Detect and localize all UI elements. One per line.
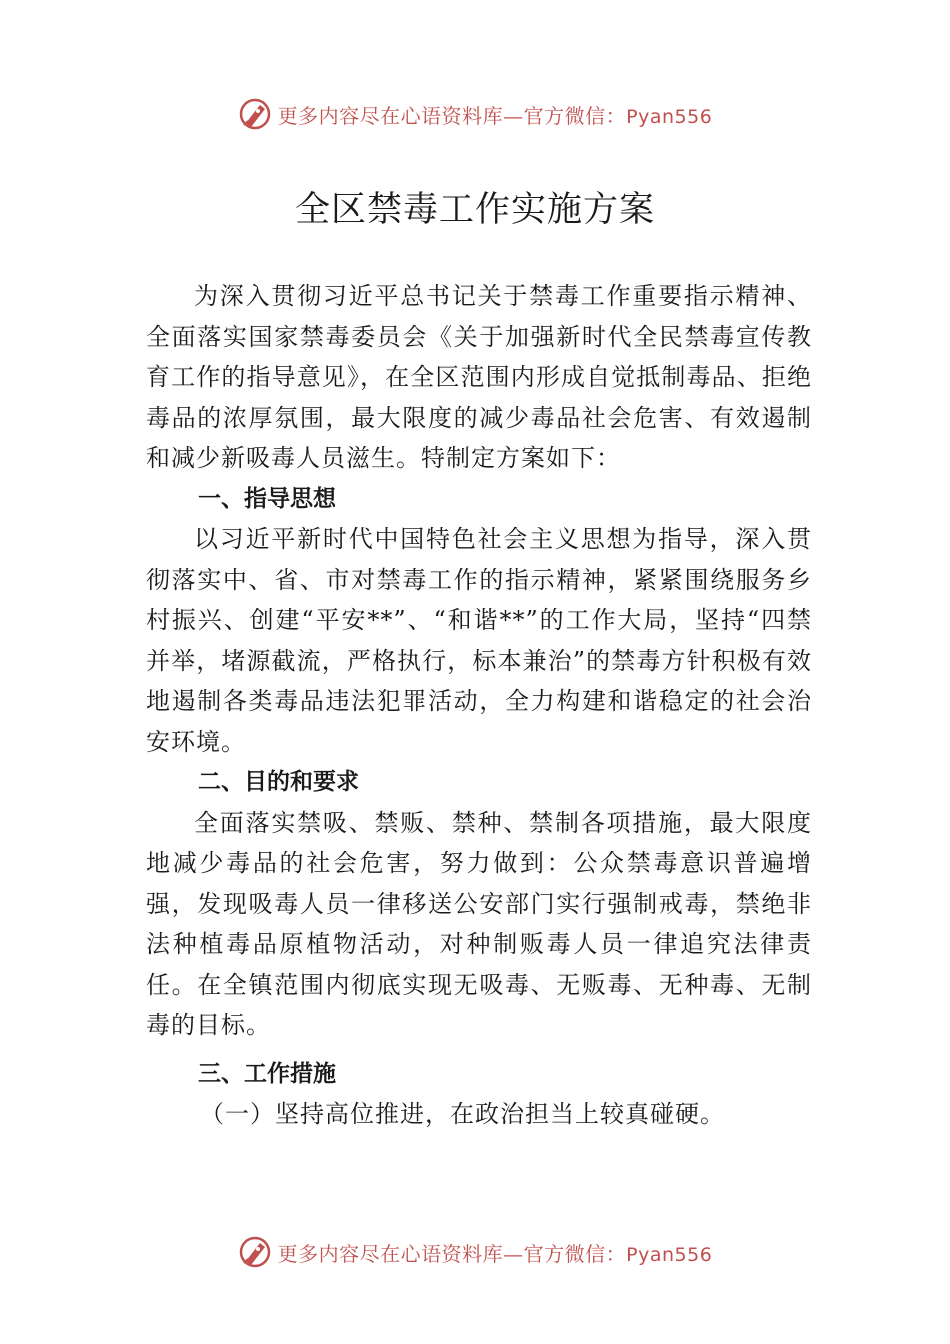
section-heading-3: 三、工作措施 [198,1060,336,1087]
section-body-2: 全面落实禁吸、禁贩、禁种、禁制各项措施，最大限度地减少毒品的社会危害，努力做到：公众禁毒意识普遍增强，发现吸毒人员一律移送公安部门实行强制戒毒，禁绝非法种植毒品原植物活动，对种制贩毒人员一律追究法律责任。在全镇范围内彻底实现无吸毒、无贩毒、无种毒、无制毒的目标。 [146,808,812,1039]
section-body-1: 以习近平新时代中国特色社会主义思想为指导，深入贯彻落实中、省、市对禁毒工作的指示精神，紧紧围绕服务乡村振兴、创建“平安**”、“和谐**”的工作大局，坚持“四禁并举，堵源截流，严格执行，标本兼治”的禁毒方针积极有效地遏制各类毒品违法犯罪活动，全力构建和谐稳定的社会治安环境。 [146,525,812,756]
wechat-id: Pyan556 [626,1243,713,1266]
intro-paragraph: 为深入贯彻习近平总书记关于禁毒工作重要指示精神、全面落实国家禁毒委员会《关于加强新时代全民禁毒宣传教育工作的指导意见》，在全区范围内形成自觉抵制毒品、拒绝毒品的浓厚氛围，最大限度的减少毒品社会危害、有效遏制和减少新吸毒人员滋生。特制定方案如下： [146,282,812,472]
wechat-id: Pyan556 [626,105,713,128]
fountain-pen-logo-icon [238,1235,272,1269]
banner-text: 更多内容尽在心语资料库—官方微信：Pyan556 [277,103,713,128]
header-watermark-banner [0,94,950,134]
footer-watermark-banner [0,1232,950,1272]
section-heading-2: 二、目的和要求 [198,769,359,795]
document-body [146,276,812,1135]
banner-text: 更多内容尽在心语资料库—官方微信：Pyan556 [277,1241,713,1266]
section-heading-1: 一、指导思想 [198,485,336,512]
document-title: 全区禁毒工作实施方案 [294,190,655,230]
subsection-heading-3-1: （一）坚持高位推进，在政治担当上较真碰硬。 [200,1100,725,1128]
fountain-pen-logo-icon [238,97,272,131]
